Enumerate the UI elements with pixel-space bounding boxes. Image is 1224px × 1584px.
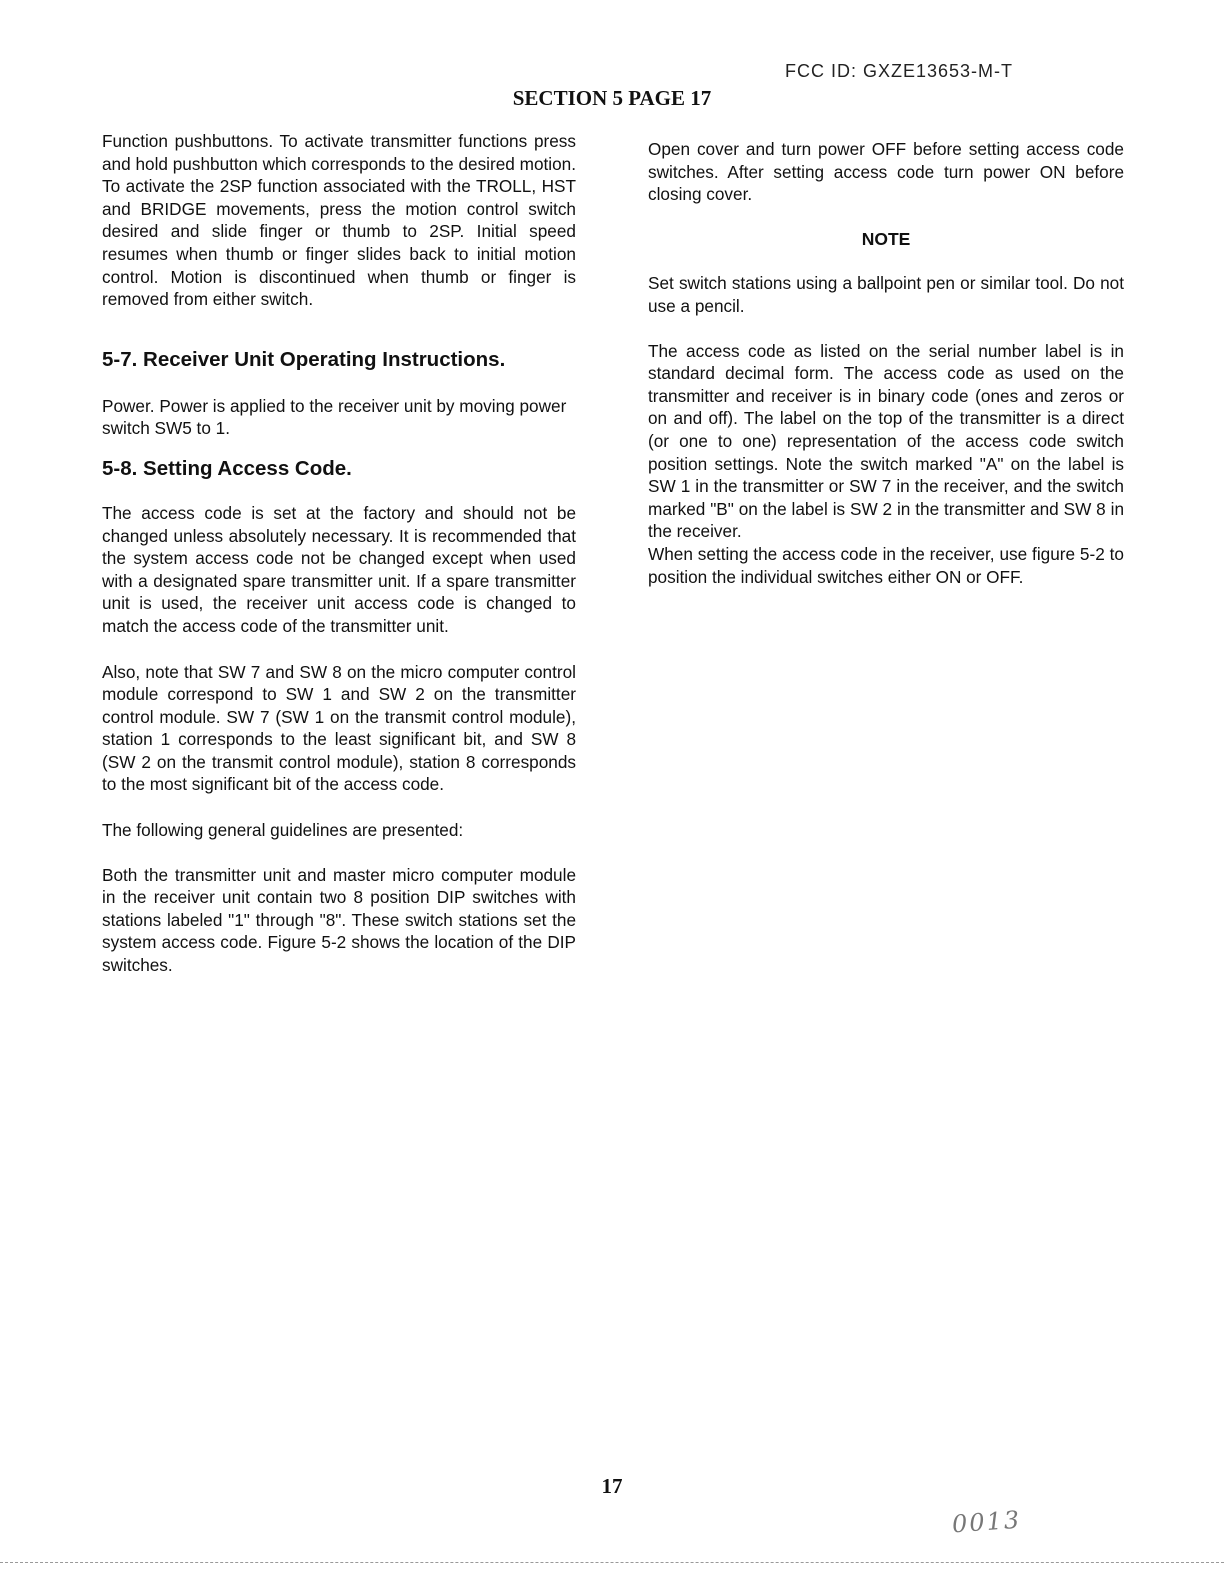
section-page-title: SECTION 5 PAGE 17 (512, 86, 712, 110)
paragraph-function-pushbuttons: Function pushbuttons. To activate transmitter functions press and hold pushbutton which corresponds to the desired motion. To activate the 2SP function associated with the TROLL, HST and BRIDGE movements, press the motion control switch desired and slide finger or thumb to 2SP. Initial speed resumes when thumb or finger slides back to initial motion control. Motion is discontinued when thumb or finger is removed from either switch. (102, 131, 576, 310)
handwritten-page-mark: 0013 (951, 1505, 1022, 1539)
paragraph-open-cover: Open cover and turn power OFF before setting access code switches. After setting access code turn power ON before closing cover. (648, 139, 1124, 205)
paragraph-general-guidelines: The following general guidelines are presented: (102, 820, 464, 841)
paragraph-dip-switches: Both the transmitter unit and master micro computer module in the receiver unit contain two 8 position DIP switches with stations labeled "1" through "8". These switch stations set the system access code. Figure 5-2 shows the location of the DIP switches. (102, 864, 576, 976)
paragraph-also-note-switches: Also, note that SW 7 and SW 8 on the micro computer control module correspond to SW 1 and SW 2 on the transmitter control module. SW 7 (SW 1 on the transmit control module), station 1 corresponds to the least significant bit, and SW 8 (SW 2 on the transmit control module), station 8 corresponds to the most significant bit of the access code. (102, 661, 576, 795)
paragraph-when-setting: When setting the access code in the receiver, use figure 5-2 to position the individual switches either ON or OFF. (648, 543, 1124, 587)
left-column (102, 130, 576, 977)
heading-receiver-unit-operating-instructions: 5-7. Receiver Unit Operating Instructions. (102, 347, 506, 371)
fcc-id-label: FCC ID: GXZE13653-M-T (785, 61, 1014, 81)
note-title: NOTE (861, 228, 911, 249)
paragraph-access-code-factory: The access code is set at the factory and should not be changed unless absolutely necessary. It is recommended that the system access code not be changed except when used with a designated spare transmitter unit. If a spare transmitter unit is used, the receiver unit access code is changed to match the access code of the transmitter unit. (102, 502, 576, 636)
right-column (648, 138, 1124, 588)
paragraph-serial-number-label: The access code as listed on the serial number label is in standard decimal form. The access code as used on the transmitter and receiver is in binary code (ones and zeros or on and off). The label on the top of the transmitter is a direct (or one to one) representation of the access code switch position settings. Note the switch marked "A" on the label is SW 1 in the transmitter or SW 7 in the receiver, and the switch marked "B" on the label is SW 2 in the transmitter and SW 8 in the receiver. (648, 340, 1124, 542)
heading-setting-access-code: 5-8. Setting Access Code. (102, 456, 352, 480)
paragraph-note-ballpoint: Set switch stations using a ballpoint pen or similar tool. Do not use a pencil. (648, 273, 1124, 316)
paragraph-power: Power. Power is applied to the receiver unit by moving power switch SW5 to 1. (102, 395, 567, 439)
page-number: 17 (601, 1474, 623, 1498)
bottom-scan-edge-divider (0, 1562, 1224, 1564)
